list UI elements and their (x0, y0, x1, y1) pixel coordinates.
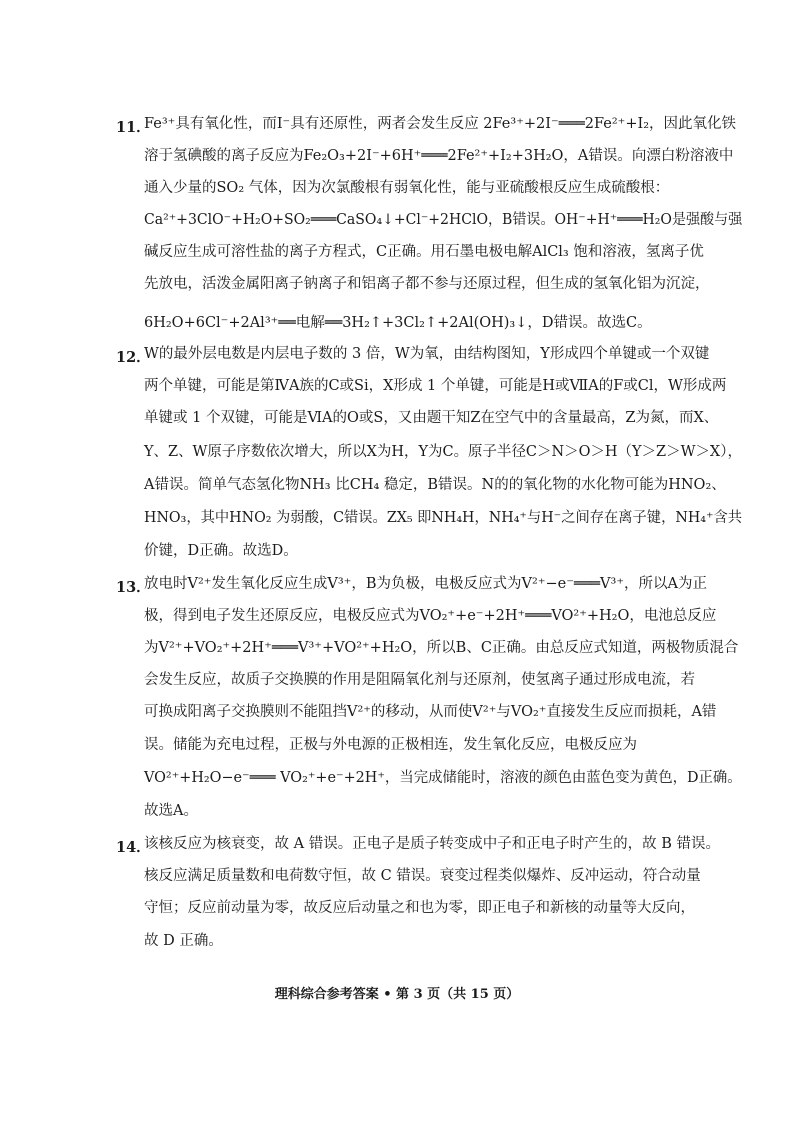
answer-line: 核反应满足质量数和电荷数守恒，故 C 错误。衰变过程类似爆炸、反冲运动，符合动量 (144, 868, 701, 884)
answer-line: 会发生反应，故质子交换膜的作用是阻隔氧化剂与还原剂，使氢离子通过形成电流，若 (144, 672, 695, 688)
answer-line: Ca²⁺+3ClO⁻+H₂O+SO₂═══CaSO₄↓+Cl⁻+2HClO，B错误。OH⁻+H⁺═══H₂O是强酸与强 (144, 212, 743, 228)
answer-line: 碱反应生成可溶性盐的离子方程式，C正确。用石墨电极电解AlCl₃ 饱和溶液，氢离子优 (144, 244, 704, 260)
answer-line: 误。储能为充电过程，正极与外电源的正极相连，发生氧化反应，电极反应为 (144, 737, 637, 753)
question-number: 14． (116, 839, 151, 856)
answer-line: 故 D 正确。 (144, 933, 223, 949)
answer-line: 先放电，活泼金属阳离子钠离子和铝离子都不参与还原过程，但生成的氢氧化铝为沉淀， (144, 276, 710, 292)
question-number: 13． (116, 579, 151, 596)
answer-line: HNO₃，其中HNO₂ 为弱酸，C错误。ZX₅ 即NH₄H，NH₄⁺与H⁻之间存在离子键，NH₄⁺含共 (144, 510, 743, 526)
answer-line: 可换成阳离子交换膜则不能阻挡V²⁺的移动，从而使V²⁺与VO₂⁺直接发生反应而损耗，A错 (144, 704, 717, 720)
answer-line: 价键，D正确。故选D。 (144, 543, 298, 559)
answer-line: 两个单键，可能是第ⅣA族的C或Si，X形成 1 个单键，可能是H或ⅦA的F或Cl，W形成两 (144, 378, 727, 394)
answer-line: 通入少量的SO₂ 气体，因为次氯酸根有弱氧化性，能与亚硫酸根反应生成硫酸根： (144, 180, 670, 196)
answer-line: Y、Z、W原子序数依次增大，所以X为H，Y为C。原子半径C＞N＞O＞H（Y＞Z＞W＞X）， (144, 444, 742, 460)
answer-line: Fe³⁺具有氧化性，而I⁻具有还原性，两者会发生反应 2Fe³⁺+2I⁻═══2Fe²⁺+I₂，因此氧化铁 (144, 116, 737, 132)
question-number: 12． (116, 349, 151, 366)
page-footer: 理科综合参考答案 • 第 3 页（共 15 页） (274, 987, 520, 1002)
answer-line: VO²⁺+H₂O−e⁻═══ VO₂⁺+e⁻+2H⁺，当完成储能时，溶液的颜色由蓝色变为黄色，D正确。 (144, 770, 742, 786)
answer-line: 放电时V²⁺发生氧化反应生成V³⁺，B为负极，电极反应式为V²⁺−e⁻═══V³⁺，所以A为正 (144, 576, 707, 592)
answer-line: 守恒；反应前动量为零，故反应后动量之和也为零，即正电子和新核的动量等大反向， (144, 900, 695, 916)
answer-line: 为V²⁺+VO₂⁺+2H⁺═══V³⁺+VO²⁺+H₂O，所以B、C正确。由总反应式知道，两极物质混合 (144, 640, 739, 656)
answer-line: 单键或 1 个双键，可能是ⅥA的O或S，又由题干知Z在空气中的含量最高，Z为氮，而X、 (144, 410, 719, 426)
answer-line: A错误。简单气态氢化物NH₃ 比CH₄ 稳定，B错误。N的的氧化物的水化物可能为HNO₂、 (144, 477, 726, 493)
answer-line: 故选A。 (144, 803, 198, 819)
answer-line: 6H₂O+6Cl⁻+2Al³⁺══电解══3H₂↑+3Cl₂↑+2Al(OH)₃↓，D错误。故选C。 (144, 315, 652, 331)
question-number: 11． (116, 119, 151, 136)
answer-line: W的最外层电数是内层电子数的 3 倍，W为氧，由结构图知，Y形成四个单键或一个双键 (144, 346, 710, 362)
answer-line: 极，得到电子发生还原反应，电极反应式为VO₂⁺+e⁻+2H⁺═══VO²⁺+H₂O，电池总反应 (144, 608, 717, 624)
answer-line: 该核反应为核衰变，故 A 错误。正电子是质子转变成中子和正电子时产生的，故 B 错误。 (144, 836, 721, 852)
answer-line: 溶于氢碘酸的离子反应为Fe₂O₃+2I⁻+6H⁺═══2Fe²⁺+I₂+3H₂O，A错误。向漂白粉溶液中 (144, 148, 734, 164)
